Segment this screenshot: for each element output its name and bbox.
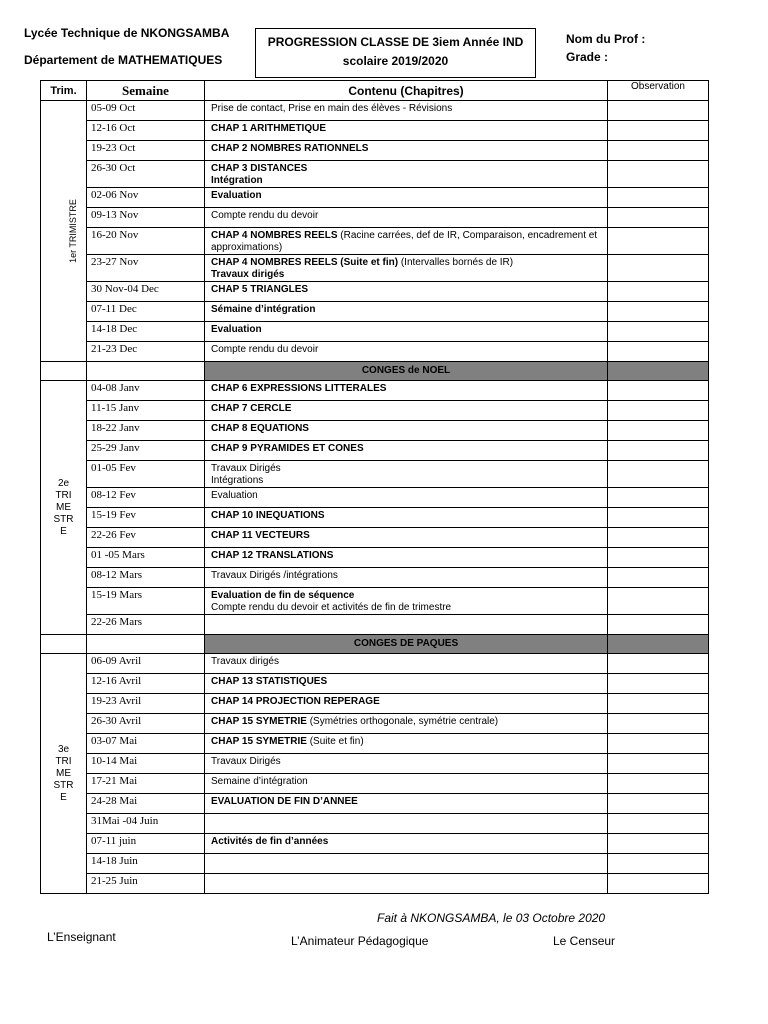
content-cell [205, 208, 608, 228]
content-text: Semaine d’intégration [211, 776, 308, 787]
content-line [211, 269, 607, 281]
week-cell: 03-07 Mai [87, 734, 205, 754]
header-trim: Trim. [41, 81, 87, 101]
observation-cell[interactable] [608, 834, 709, 854]
content-text: CHAP 6 EXPRESSIONS LITTERALES [211, 383, 387, 394]
table-row [41, 121, 709, 141]
content-text: EVALUATION DE FIN D’ANNEE [211, 796, 358, 807]
content-text: Evaluation [211, 490, 258, 501]
content-line [211, 210, 607, 222]
content-line [211, 383, 607, 395]
content-cell [205, 141, 608, 161]
table-row [41, 674, 709, 694]
content-line [211, 304, 607, 316]
table-row [41, 734, 709, 754]
observation-cell[interactable] [608, 228, 709, 255]
content-cell [205, 548, 608, 568]
content-line [211, 284, 607, 296]
observation-cell[interactable] [608, 528, 709, 548]
content-cell [205, 834, 608, 854]
content-text: Intégrations [211, 475, 264, 486]
content-text: Travaux Dirigés [211, 756, 281, 767]
table-row [41, 874, 709, 894]
week-cell: 08-12 Mars [87, 568, 205, 588]
content-cell [205, 568, 608, 588]
content-cell [205, 754, 608, 774]
content-cell [205, 774, 608, 794]
week-cell: 22-26 Fev [87, 528, 205, 548]
conges-obs-cell [608, 635, 709, 654]
table-row [41, 188, 709, 208]
week-cell: 02-06 Nov [87, 188, 205, 208]
observation-cell[interactable] [608, 121, 709, 141]
empty-cell [87, 362, 205, 381]
content-cell [205, 714, 608, 734]
table-row [41, 342, 709, 362]
table-row [41, 141, 709, 161]
observation-cell[interactable] [608, 734, 709, 754]
week-cell: 22-26 Mars [87, 615, 205, 635]
observation-cell[interactable] [608, 488, 709, 508]
content-cell [205, 615, 608, 635]
content-suffix: (Symétries orthogonale, symétrie centrale) [306, 716, 499, 727]
table-row [41, 548, 709, 568]
week-cell: 12-16 Avril [87, 674, 205, 694]
table-row [41, 794, 709, 814]
week-cell: 07-11 Dec [87, 302, 205, 322]
content-text: CHAP 5 TRIANGLES [211, 284, 309, 295]
empty-cell [41, 362, 87, 381]
content-line [211, 475, 607, 487]
content-line [211, 324, 607, 336]
content-cell [205, 421, 608, 441]
content-cell [205, 302, 608, 322]
table-row [41, 282, 709, 302]
table-row [41, 834, 709, 854]
content-text: CHAP 1 ARITHMETIQUE [211, 123, 327, 134]
content-line [211, 163, 607, 175]
content-line [211, 696, 607, 708]
header-observation: Observation [608, 81, 709, 101]
title-line-2: scolaire 2019/2020 [342, 54, 449, 68]
content-text: CHAP 15 SYMETRIE [211, 716, 307, 727]
week-cell: 17-21 Mai [87, 774, 205, 794]
table-row [41, 401, 709, 421]
table-row [41, 854, 709, 874]
content-cell [205, 461, 608, 488]
week-cell: 06-09 Avril [87, 654, 205, 674]
table-row [41, 754, 709, 774]
signature-enseignant: L’Enseignant [47, 930, 116, 944]
observation-cell[interactable] [608, 754, 709, 774]
week-cell: 01-05 Fev [87, 461, 205, 488]
table-row [41, 694, 709, 714]
conges-label: CONGES de NOEL [205, 362, 608, 381]
content-cell [205, 381, 608, 401]
week-cell: 18-22 Janv [87, 421, 205, 441]
observation-cell[interactable] [608, 874, 709, 894]
table-row [41, 302, 709, 322]
content-line [211, 656, 607, 668]
content-line [211, 550, 607, 562]
content-cell [205, 654, 608, 674]
content-cell [205, 508, 608, 528]
week-cell: 04-08 Janv [87, 381, 205, 401]
observation-cell[interactable] [608, 282, 709, 302]
content-line [211, 443, 607, 455]
content-text: Compte rendu du devoir et activités de fin de trimestre [211, 602, 452, 613]
empty-cell [41, 635, 87, 654]
content-line [211, 123, 607, 135]
table-row [41, 588, 709, 615]
table-row [41, 322, 709, 342]
content-text: CHAP 7 CERCLE [211, 403, 292, 414]
content-text: Travaux Dirigés /intégrations [211, 570, 338, 581]
observation-cell[interactable] [608, 461, 709, 488]
content-cell [205, 694, 608, 714]
content-cell [205, 322, 608, 342]
table-row [41, 654, 709, 674]
observation-cell[interactable] [608, 401, 709, 421]
content-text: Travaux dirigés [211, 656, 279, 667]
observation-cell[interactable] [608, 208, 709, 228]
content-cell [205, 121, 608, 141]
trimester-label [41, 101, 87, 362]
content-line [211, 836, 607, 848]
content-line [211, 103, 607, 115]
table-row [41, 421, 709, 441]
content-line [211, 736, 607, 748]
content-text: CHAP 4 NOMBRES REELS [211, 230, 338, 241]
content-line [211, 676, 607, 688]
table-row [41, 381, 709, 401]
header-week: Semaine [87, 81, 205, 101]
week-cell: 31Mai -04 Juin [87, 814, 205, 834]
conges-row [41, 362, 709, 381]
content-cell [205, 814, 608, 834]
content-cell [205, 528, 608, 548]
week-cell: 26-30 Avril [87, 714, 205, 734]
table-body [41, 101, 709, 894]
content-text: Travaux dirigés [211, 269, 285, 280]
header-content: Contenu (Chapitres) [205, 81, 608, 101]
table-row [41, 714, 709, 734]
content-text: Intégration [211, 175, 263, 186]
content-cell [205, 161, 608, 188]
observation-cell[interactable] [608, 255, 709, 282]
observation-cell[interactable] [608, 714, 709, 734]
content-line [211, 230, 607, 254]
week-cell: 10-14 Mai [87, 754, 205, 774]
table-row [41, 208, 709, 228]
content-text: CHAP 11 VECTEURS [211, 530, 310, 541]
week-cell: 26-30 Oct [87, 161, 205, 188]
observation-cell[interactable] [608, 161, 709, 188]
week-cell: 08-12 Fev [87, 488, 205, 508]
week-cell: 01 -05 Mars [87, 548, 205, 568]
table-row [41, 774, 709, 794]
observation-cell[interactable] [608, 441, 709, 461]
content-text: CHAP 15 SYMETRIE [211, 736, 307, 747]
content-line [211, 570, 607, 582]
content-text: CHAP 3 DISTANCES [211, 163, 308, 174]
table-header-row [41, 81, 709, 101]
trimester-label: 2e TRI ME STR E [41, 381, 87, 635]
content-line [211, 403, 607, 415]
observation-cell[interactable] [608, 568, 709, 588]
table-row [41, 508, 709, 528]
observation-cell[interactable] [608, 421, 709, 441]
title-line-1: PROGRESSION CLASSE DE 3iem Année IND [267, 35, 524, 49]
content-cell [205, 588, 608, 615]
content-line [211, 602, 607, 614]
content-line [211, 490, 607, 502]
week-cell: 11-15 Janv [87, 401, 205, 421]
content-cell [205, 874, 608, 894]
content-line [211, 716, 607, 728]
content-text: Evaluation de fin de séquence [211, 590, 355, 601]
week-cell: 14-18 Juin [87, 854, 205, 874]
table-row [41, 814, 709, 834]
content-cell [205, 255, 608, 282]
content-cell [205, 854, 608, 874]
table-row [41, 441, 709, 461]
content-text: Evaluation [211, 324, 262, 335]
content-line [211, 190, 607, 202]
table-row [41, 568, 709, 588]
grade-label: Grade : [566, 50, 609, 64]
content-text: CHAP 13 STATISTIQUES [211, 676, 328, 687]
content-cell [205, 401, 608, 421]
table-row [41, 255, 709, 282]
conges-label: CONGES DE PAQUES [205, 635, 608, 654]
week-cell: 16-20 Nov [87, 228, 205, 255]
title-box [255, 28, 536, 78]
content-text: Compte rendu du devoir [211, 344, 319, 355]
observation-cell[interactable] [608, 342, 709, 362]
table-row [41, 461, 709, 488]
table-row [41, 488, 709, 508]
content-text: Evaluation [211, 190, 262, 201]
signature-animateur: L’Animateur Pédagogique [291, 934, 429, 948]
observation-cell[interactable] [608, 188, 709, 208]
content-text: CHAP 14 PROJECTION REPERAGE [211, 696, 380, 707]
week-cell: 12-16 Oct [87, 121, 205, 141]
fait-a: Fait à NKONGSAMBA, le 03 Octobre 2020 [377, 911, 606, 925]
observation-cell[interactable] [608, 674, 709, 694]
week-cell: 09-13 Nov [87, 208, 205, 228]
content-cell [205, 282, 608, 302]
content-text: CHAP 10 INEQUATIONS [211, 510, 325, 521]
content-line [211, 344, 607, 356]
content-line [211, 776, 607, 788]
content-text: Travaux Dirigés [211, 463, 281, 474]
content-cell [205, 441, 608, 461]
observation-cell[interactable] [608, 854, 709, 874]
observation-cell[interactable] [608, 694, 709, 714]
content-line [211, 756, 607, 768]
content-line [211, 143, 607, 155]
observation-cell[interactable] [608, 548, 709, 568]
observation-cell[interactable] [608, 654, 709, 674]
observation-cell[interactable] [608, 794, 709, 814]
content-text: Activités de fin d’années [211, 836, 329, 847]
content-line [211, 510, 607, 522]
week-cell: 24-28 Mai [87, 794, 205, 814]
content-text: CHAP 2 NOMBRES RATIONNELS [211, 143, 369, 154]
week-cell: 05-09 Oct [87, 101, 205, 121]
school-name: Lycée Technique de NKONGSAMBA [24, 26, 230, 40]
content-cell [205, 488, 608, 508]
week-cell: 21-23 Dec [87, 342, 205, 362]
content-cell [205, 674, 608, 694]
week-cell: 15-19 Mars [87, 588, 205, 615]
content-cell [205, 734, 608, 754]
content-line [211, 463, 607, 475]
content-text: CHAP 12 TRANSLATIONS [211, 550, 334, 561]
week-cell: 19-23 Oct [87, 141, 205, 161]
content-line [211, 423, 607, 435]
table-row [41, 528, 709, 548]
table-row [41, 228, 709, 255]
observation-cell[interactable] [608, 381, 709, 401]
department-name: Département de MATHEMATIQUES [24, 53, 223, 67]
content-text: CHAP 4 NOMBRES REELS (Suite et fin) [211, 257, 399, 268]
content-text: Prise de contact, Prise en main des élèves - Révisions [211, 103, 453, 114]
week-cell: 19-23 Avril [87, 694, 205, 714]
content-suffix: (Intervalles bornés de IR) [398, 257, 514, 268]
content-cell [205, 101, 608, 121]
content-text: Compte rendu du devoir [211, 210, 319, 221]
content-text: CHAP 8 EQUATIONS [211, 423, 309, 434]
content-line [211, 530, 607, 542]
observation-cell[interactable] [608, 141, 709, 161]
week-cell: 23-27 Nov [87, 255, 205, 282]
content-cell [205, 794, 608, 814]
content-line [211, 257, 607, 269]
content-suffix: (Racine carrées, def de IR, Comparaison, encadrement et approximations) [211, 230, 598, 253]
content-line [211, 590, 607, 602]
trimester-label-text: 1er TRIMISTRE [67, 198, 78, 263]
week-cell: 21-25 Juin [87, 874, 205, 894]
trimester-label: 3e TRI ME STR E [41, 654, 87, 894]
content-cell [205, 342, 608, 362]
week-cell: 14-18 Dec [87, 322, 205, 342]
table-row [41, 161, 709, 188]
observation-cell[interactable] [608, 101, 709, 121]
observation-cell[interactable] [608, 814, 709, 834]
week-cell: 30 Nov-04 Dec [87, 282, 205, 302]
observation-cell[interactable] [608, 302, 709, 322]
week-cell: 07-11 juin [87, 834, 205, 854]
table-row [41, 101, 709, 121]
empty-cell [87, 635, 205, 654]
observation-cell[interactable] [608, 615, 709, 635]
observation-cell[interactable] [608, 508, 709, 528]
conges-row [41, 635, 709, 654]
content-text: Sémaine d’intégration [211, 304, 316, 315]
prof-label: Nom du Prof : [566, 32, 646, 46]
content-suffix: (Suite et fin) [306, 736, 364, 747]
week-cell: 15-19 Fev [87, 508, 205, 528]
content-cell [205, 188, 608, 208]
content-text: CHAP 9 PYRAMIDES ET CONES [211, 443, 364, 454]
signature-censeur: Le Censeur [553, 934, 616, 948]
table-row [41, 615, 709, 635]
observation-cell[interactable] [608, 774, 709, 794]
progression-table [40, 80, 709, 894]
observation-cell[interactable] [608, 322, 709, 342]
conges-obs-cell [608, 362, 709, 381]
content-cell [205, 228, 608, 255]
content-line [211, 175, 607, 187]
content-line [211, 796, 607, 808]
week-cell: 25-29 Janv [87, 441, 205, 461]
observation-cell[interactable] [608, 588, 709, 615]
